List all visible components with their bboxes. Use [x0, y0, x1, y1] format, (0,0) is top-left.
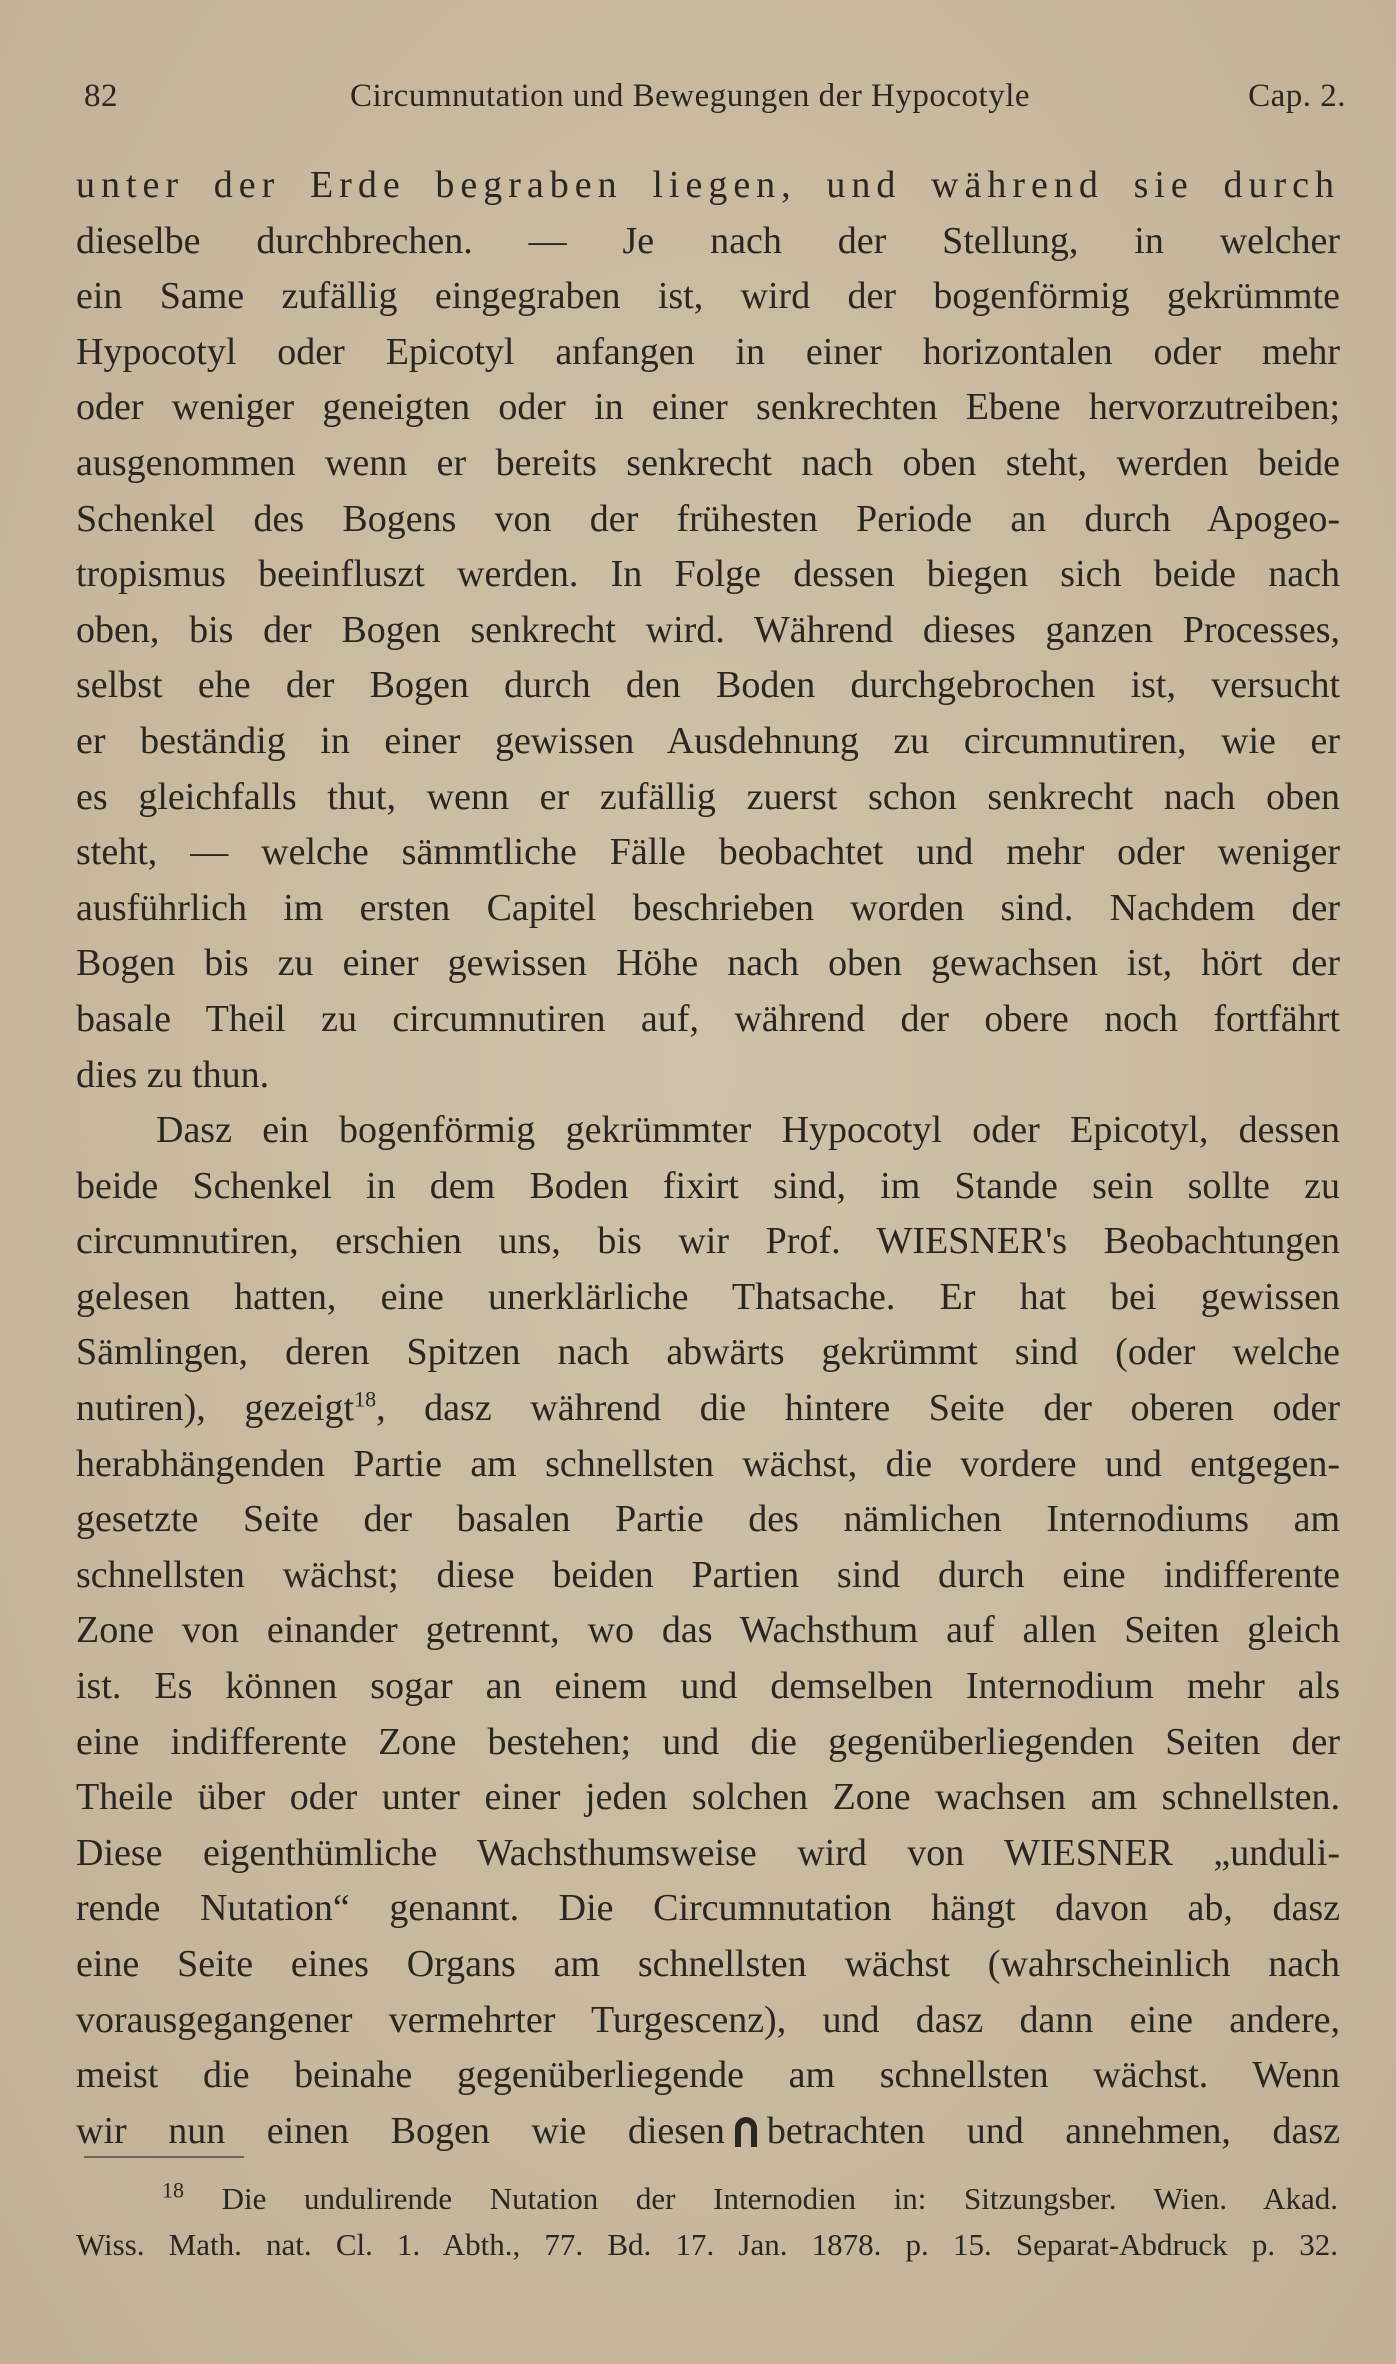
- arch-symbol-icon: [735, 2117, 757, 2147]
- text-line: steht, — welche sämmtliche Fälle beobachtet und mehr oder weniger: [76, 831, 1340, 874]
- text-line: unter der Erde begraben liegen, und während sie durch: [76, 164, 1340, 206]
- text-line: ist. Es können sogar an einem und demselben Internodium mehr als: [76, 1665, 1340, 1708]
- text-line: eine Seite eines Organs am schnellsten wächst (wahrscheinlich nach: [76, 1943, 1340, 1985]
- footnote-text: Die undulirende Nutation der Internodien in: Sitzungsber. Wien. Akad.: [221, 2181, 1338, 2216]
- text-line: rende Nutation“ genannt. Die Circumnutation hängt davon ab, dasz: [76, 1887, 1340, 1930]
- page-header: [84, 78, 1346, 128]
- text-line: Zone von einander getrennt, wo das Wachsthum auf allen Seiten gleich: [76, 1609, 1340, 1652]
- text-line: dies zu thun.: [76, 1053, 270, 1096]
- text-line-with-footnote-ref: [76, 1381, 1340, 1437]
- text-line: gesetzte Seite der basalen Partie des nämlichen Internodiums am: [76, 1498, 1340, 1541]
- text-line: Schenkel des Bogens von der frühesten Periode an durch Apogeo-: [76, 497, 1340, 540]
- footnote: [76, 2176, 1338, 2268]
- text-line: meist die beinahe gegenüberliegende am schnellsten wächst. Wenn: [76, 2054, 1340, 2097]
- text-line: ausführlich im ersten Capitel beschrieben worden sind. Nachdem der: [76, 886, 1340, 929]
- footnote-line: [76, 2176, 1338, 2222]
- text-line: es gleichfalls thut, wenn er zufällig zuerst schon senkrecht nach oben: [76, 775, 1340, 818]
- text-line: Bogen bis zu einer gewissen Höhe nach oben gewachsen ist, hört der: [76, 942, 1340, 985]
- text-segment: wir nun einen Bogen wie diesen: [76, 2109, 725, 2152]
- text-line: gelesen hatten, eine unerklärliche Thatsache. Er hat bei gewissen: [76, 1275, 1340, 1318]
- text-line: herabhängenden Partie am schnellsten wächst, die vordere und entgegen-: [76, 1442, 1340, 1485]
- text-line: Sämlingen, deren Spitzen nach abwärts gekrümmt sind (oder welche: [76, 1331, 1340, 1374]
- text-line-with-arch-symbol: [76, 2104, 1340, 2160]
- text-line: ein Same zufällig eingegraben ist, wird der bogenförmig gekrümmte: [76, 275, 1340, 318]
- chapter-label: Cap. 2.: [1248, 78, 1346, 114]
- text-line: oben, bis der Bogen senkrecht wird. Während dieses ganzen Processes,: [76, 608, 1340, 651]
- text-line: er beständig in einer gewissen Ausdehnung zu circumnutiren, wie er: [76, 719, 1340, 762]
- paragraph-start-line: Dasz ein bogenförmig gekrümmter Hypocotyl oder Epicotyl, dessen: [156, 1109, 1340, 1152]
- text-line: tropismus beeinfluszt werden. In Folge dessen biegen sich beide nach: [76, 553, 1340, 596]
- text-segment: betrachten und annehmen, dasz: [766, 2109, 1340, 2152]
- footnote-line: Wiss. Math. nat. Cl. 1. Abth., 77. Bd. 17. Jan. 1878. p. 15. Separat-Abdruck p. 32.: [76, 2227, 1338, 2262]
- text-segment: , dasz während die hintere Seite der oberen oder: [376, 1387, 1340, 1430]
- text-segment: nutiren), gezeigt: [76, 1387, 355, 1430]
- text-line: oder weniger geneigten oder in einer senkrechten Ebene hervorzutreiben;: [76, 386, 1340, 429]
- text-line: schnellsten wächst; diese beiden Partien sind durch eine indifferente: [76, 1553, 1340, 1596]
- text-line: dieselbe durchbrechen. — Je nach der Stellung, in welcher: [76, 219, 1340, 262]
- text-line: Theile über oder unter einer jeden solchen Zone wachsen am schnellsten.: [76, 1776, 1340, 1819]
- running-title: Circumnutation und Bewegungen der Hypocotyle: [350, 78, 1031, 114]
- text-line: vorausgegangener vermehrter Turgescenz), und dasz dann eine andere,: [76, 1998, 1340, 2041]
- text-line: ausgenommen wenn er bereits senkrecht nach oben steht, werden beide: [76, 441, 1340, 484]
- text-line: beide Schenkel in dem Boden fixirt sind, im Stande sein sollte zu: [76, 1164, 1340, 1207]
- text-line: Hypocotyl oder Epicotyl anfangen in einer horizontalen oder mehr: [76, 330, 1340, 373]
- footnote-number: 18: [162, 2177, 184, 2203]
- footnote-reference: 18: [354, 1386, 377, 1412]
- body-text: [76, 158, 1340, 2159]
- text-line: basale Theil zu circumnutiren auf, während der obere noch fortfährt: [76, 997, 1340, 1040]
- text-line: Diese eigenthümliche Wachsthumsweise wird von WIESNER „unduli-: [76, 1831, 1340, 1874]
- text-line: circumnutiren, erschien uns, bis wir Prof. WIESNER's Beobachtungen: [76, 1220, 1340, 1263]
- footnote-divider: [84, 2156, 244, 2158]
- page-number: 82: [84, 78, 118, 114]
- text-line: eine indifferente Zone bestehen; und die gegenüberliegenden Seiten der: [76, 1720, 1340, 1763]
- text-line: selbst ehe der Bogen durch den Boden durchgebrochen ist, versucht: [76, 664, 1340, 707]
